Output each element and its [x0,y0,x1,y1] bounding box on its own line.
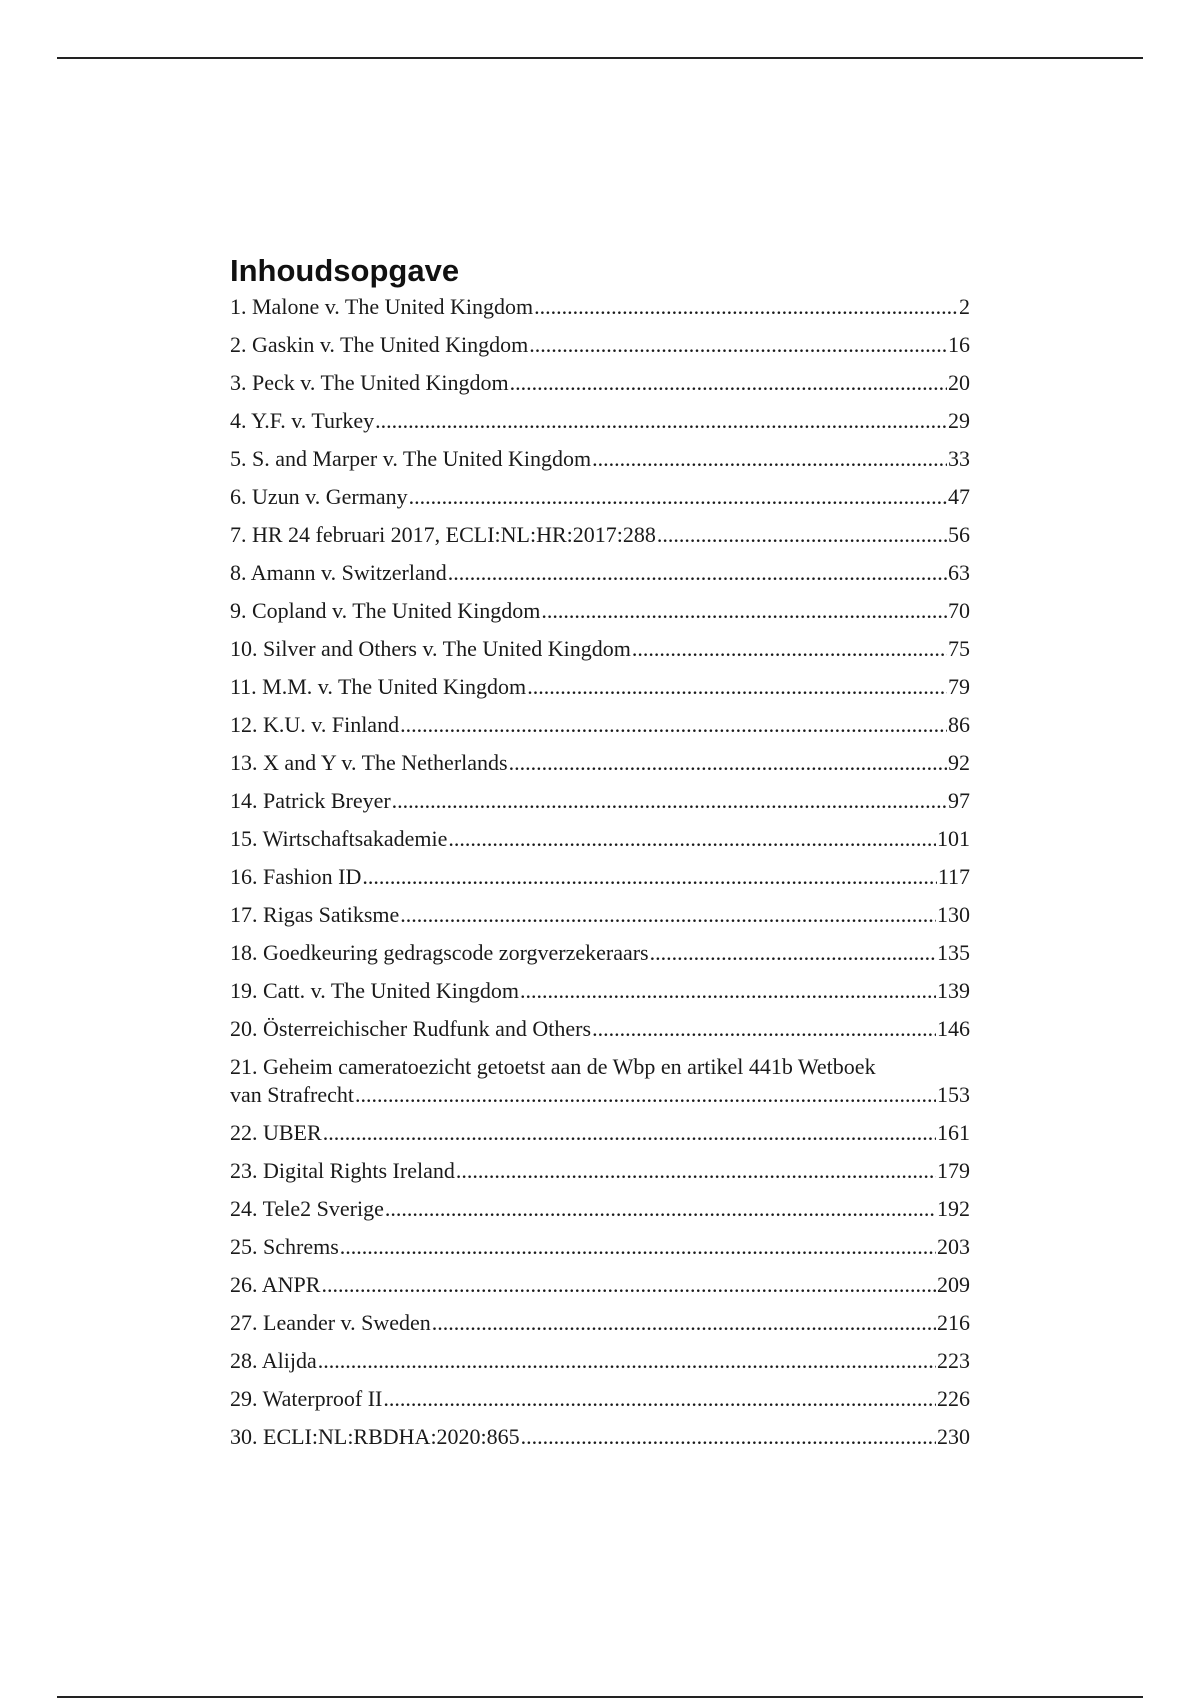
toc-entry-title: 15. Wirtschaftsakademie [230,826,448,851]
toc-dot-leader [592,445,947,473]
toc-entry-row [230,673,970,701]
toc-title: Inhoudsopgave [230,253,460,288]
toc-entry-row [230,597,970,625]
toc-page-number: 153 [937,1082,970,1107]
toc-entry[interactable] [230,1385,970,1413]
toc-entry-title: 28. Alijda [230,1348,317,1373]
toc-entry[interactable] [230,787,970,815]
toc-dot-leader [448,825,936,853]
toc-entry-title: 22. UBER [230,1120,322,1145]
toc-page-number: 203 [937,1234,970,1259]
toc-entry-title: 25. Schrems [230,1234,339,1259]
toc-page-number: 117 [937,864,970,889]
toc-entry-row [230,1015,970,1043]
toc-dot-leader [392,787,947,815]
toc-entry[interactable] [230,1233,970,1261]
toc-entry[interactable] [230,1119,970,1147]
toc-dot-leader [340,1233,936,1261]
toc-entry[interactable] [230,369,970,397]
toc-entry-row [230,445,970,473]
toc-dot-leader [657,521,947,549]
footer-rule [57,1696,1143,1698]
toc-entry[interactable] [230,1271,970,1299]
toc-entry[interactable] [230,901,970,929]
table-of-contents [230,253,970,1461]
toc-entry[interactable] [230,483,970,511]
toc-entry-title: 16. Fashion ID [230,864,362,889]
toc-entry-row [230,711,970,739]
toc-dot-leader [385,1195,936,1223]
toc-entry-row [230,293,970,321]
toc-dot-leader [541,597,947,625]
toc-entry-row [230,1081,970,1109]
toc-entry[interactable] [230,597,970,625]
toc-page-number: 161 [937,1120,970,1145]
toc-entry[interactable] [230,1195,970,1223]
toc-dot-leader [323,1119,936,1147]
toc-page-number: 29 [948,408,970,433]
toc-entry-row [230,1157,970,1185]
toc-entry[interactable] [230,1053,970,1109]
toc-entry[interactable] [230,673,970,701]
toc-entry-title: 26. ANPR [230,1272,321,1297]
toc-dot-leader [534,293,958,321]
toc-entry[interactable] [230,521,970,549]
toc-page-number: 70 [948,598,970,623]
toc-entry[interactable] [230,293,970,321]
toc-page-number: 56 [948,522,970,547]
toc-entry-title: 3. Peck v. The United Kingdom [230,370,509,395]
toc-page-number: 33 [948,446,970,471]
toc-entry-row [230,1309,970,1337]
toc-entry-row [230,939,970,967]
toc-dot-leader [520,977,936,1005]
toc-entry-title: 27. Leander v. Sweden [230,1310,431,1335]
toc-dot-leader [362,863,936,891]
toc-page-number: 92 [948,750,970,775]
toc-entry[interactable] [230,1347,970,1375]
toc-entry-row [230,1385,970,1413]
toc-entry-row [230,977,970,1005]
toc-entry-row [230,1423,970,1451]
toc-entry-row [230,1195,970,1223]
toc-page-number: 97 [948,788,970,813]
toc-entry-title: 5. S. and Marper v. The United Kingdom [230,446,592,471]
toc-dot-leader [409,483,947,511]
toc-dot-leader [529,331,947,359]
toc-page-number: 135 [937,940,970,965]
toc-entry-title-continued: van Strafrecht [230,1082,354,1107]
toc-entry[interactable] [230,445,970,473]
toc-page-number: 230 [937,1424,970,1449]
toc-dot-leader [400,711,947,739]
toc-entry[interactable] [230,1015,970,1043]
toc-entry-title: 8. Amann v. Switzerland [230,560,447,585]
toc-page-number: 86 [948,712,970,737]
toc-dot-leader [432,1309,936,1337]
toc-page-number: 226 [937,1386,970,1411]
toc-entry-row [230,1119,970,1147]
toc-entry-row [230,787,970,815]
toc-entry[interactable] [230,635,970,663]
toc-dot-leader [510,369,947,397]
toc-entry[interactable] [230,1423,970,1451]
toc-page-number: 130 [937,902,970,927]
toc-entry[interactable] [230,939,970,967]
toc-page-number: 2 [959,294,970,319]
toc-dot-leader [527,673,947,701]
toc-entry-title: 11. M.M. v. The United Kingdom [230,674,527,699]
header-rule [57,57,1143,59]
toc-dot-leader [632,635,947,663]
toc-dot-leader [592,1015,936,1043]
toc-entry-title: 20. Österreichischer Rudfunk and Others [230,1016,592,1041]
toc-entry-title: 19. Catt. v. The United Kingdom [230,978,520,1003]
toc-entry[interactable] [230,749,970,777]
toc-entry-row [230,407,970,435]
toc-dot-leader [355,1081,936,1109]
toc-dot-leader [521,1423,936,1451]
toc-entry-title: 24. Tele2 Sverige [230,1196,384,1221]
toc-entry[interactable] [230,559,970,587]
toc-entry-row [230,863,970,891]
toc-entry-title: 4. Y.F. v. Turkey [230,408,375,433]
toc-dot-leader [448,559,947,587]
toc-entry-row [230,483,970,511]
toc-entry-title: 30. ECLI:NL:RBDHA:2020:865 [230,1424,520,1449]
toc-entry-row [230,521,970,549]
toc-entry-row [230,369,970,397]
toc-entry-title: 6. Uzun v. Germany [230,484,408,509]
toc-entry-title: 12. K.U. v. Finland [230,712,400,737]
toc-page-number: 209 [937,1272,970,1297]
toc-entry-title: 1. Malone v. The United Kingdom [230,294,534,319]
toc-dot-leader [321,1271,936,1299]
toc-list [230,293,970,1451]
toc-entry-title: 23. Digital Rights Ireland [230,1158,455,1183]
toc-dot-leader [509,749,947,777]
toc-dot-leader [375,407,947,435]
toc-dot-leader [318,1347,936,1375]
toc-entry-row [230,749,970,777]
toc-entry[interactable] [230,863,970,891]
toc-entry-row [230,1347,970,1375]
toc-page-number: 179 [937,1158,970,1183]
toc-page-number: 79 [948,674,970,699]
toc-entry[interactable] [230,407,970,435]
toc-entry-title: 18. Goedkeuring gedragscode zorgverzekeraars [230,940,649,965]
toc-page-number: 63 [948,560,970,585]
toc-entry[interactable] [230,977,970,1005]
toc-dot-leader [650,939,936,967]
toc-entry[interactable] [230,711,970,739]
toc-entry-row [230,559,970,587]
toc-page-number: 223 [937,1348,970,1373]
toc-entry-row [230,1233,970,1261]
toc-entry-title: 21. Geheim cameratoezicht getoetst aan de Wbp en artikel 441b Wetboek [230,1054,876,1079]
toc-entry-title: 13. X and Y v. The Netherlands [230,750,508,775]
toc-entry-row [230,901,970,929]
toc-entry-row [230,825,970,853]
toc-entry-title: 2. Gaskin v. The United Kingdom [230,332,529,357]
toc-entry[interactable] [230,825,970,853]
toc-page-number: 146 [937,1016,970,1041]
toc-entry[interactable] [230,1309,970,1337]
toc-entry[interactable] [230,331,970,359]
toc-entry-title: 10. Silver and Others v. The United Kingdom [230,636,631,661]
toc-entry-title: 29. Waterproof II [230,1386,383,1411]
toc-entry[interactable] [230,1157,970,1185]
toc-entry-row [230,635,970,663]
toc-page-number: 20 [948,370,970,395]
toc-page-number: 216 [937,1310,970,1335]
toc-entry-title: 7. HR 24 februari 2017, ECLI:NL:HR:2017:288 [230,522,656,547]
toc-page-number: 139 [937,978,970,1003]
toc-page-number: 75 [948,636,970,661]
toc-page-number: 47 [948,484,970,509]
toc-page-number: 101 [937,826,970,851]
toc-entry-title: 9. Copland v. The United Kingdom [230,598,541,623]
toc-entry-row [230,331,970,359]
toc-entry-title: 17. Rigas Satiksme [230,902,400,927]
toc-entry-row [230,1271,970,1299]
toc-dot-leader [383,1385,936,1413]
toc-entry-title: 14. Patrick Breyer [230,788,391,813]
toc-dot-leader [400,901,936,929]
toc-page-number: 192 [937,1196,970,1221]
toc-dot-leader [456,1157,936,1185]
toc-page-number: 16 [948,332,970,357]
